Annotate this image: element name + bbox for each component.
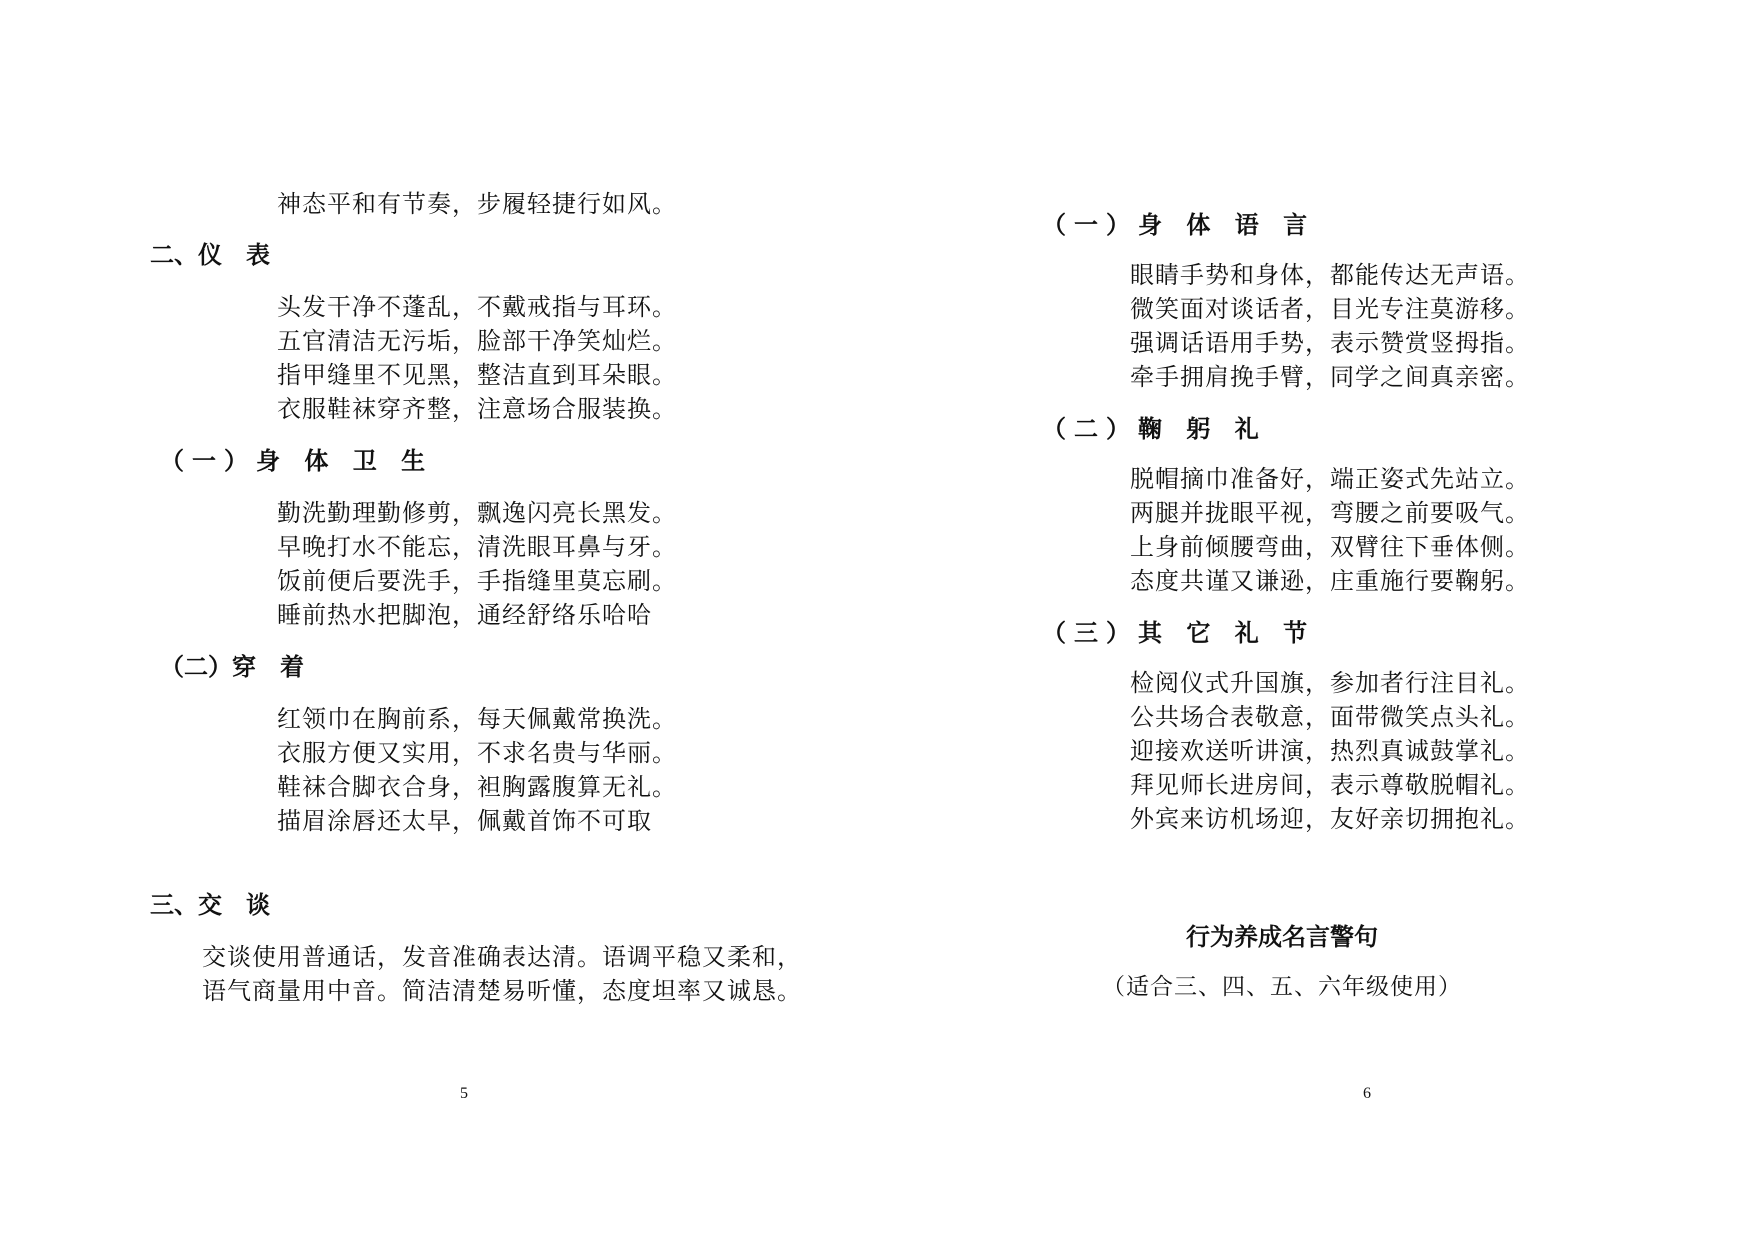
subsection-heading-bow: （二）鞠 躬 礼 [1042, 414, 1267, 443]
verse-line: 脱帽摘巾准备好，端正姿式先站立。 [1130, 465, 1530, 493]
subsection-heading-hygiene: （一）身 体 卫 生 [160, 446, 434, 475]
verse-line: 外宾来访机场迎，友好亲切拥抱礼。 [1130, 805, 1530, 833]
collection-subtitle: （适合三、四、五、六年级使用） [1102, 974, 1462, 1000]
verse-line: 鞋袜合脚衣合身，袒胸露腹算无礼。 [277, 773, 677, 801]
verse-line: 早晚打水不能忘，清洗眼耳鼻与牙。 [277, 533, 677, 561]
verse-line: 态度共谨又谦逊，庄重施行要鞠躬。 [1130, 567, 1530, 595]
verse-line: 红领巾在胸前系，每天佩戴常换洗。 [277, 705, 677, 733]
verse-line: 描眉涂唇还太早，佩戴首饰不可取 [277, 807, 652, 835]
verse-line: 睡前热水把脚泡，通经舒络乐哈哈 [277, 601, 652, 629]
verse-line: 衣服鞋袜穿齐整，注意场合服装换。 [277, 395, 677, 423]
section-heading-conversation: 三、交 谈 [150, 890, 270, 919]
verse-line: 神态平和有节奏，步履轻捷行如风。 [277, 190, 677, 218]
verse-line: 微笑面对谈话者，目光专注莫游移。 [1130, 295, 1530, 323]
verse-line: 检阅仪式升国旗，参加者行注目礼。 [1130, 669, 1530, 697]
verse-line: 迎接欢送听讲演，热烈真诚鼓掌礼。 [1130, 737, 1530, 765]
verse-line: 头发干净不蓬乱，不戴戒指与耳环。 [277, 293, 677, 321]
paragraph-line: 语气商量用中音。简洁清楚易听懂，态度坦率又诚恳。 [202, 977, 802, 1005]
collection-title: 行为养成名言警句 [1186, 922, 1378, 951]
subsection-heading-other-etiquette: （三）其 它 礼 节 [1042, 618, 1316, 647]
page-number: 6 [1363, 1085, 1371, 1102]
verse-line: 公共场合表敬意，面带微笑点头礼。 [1130, 703, 1530, 731]
section-heading-appearance: 二、仪 表 [150, 240, 270, 269]
subsection-heading-body-language: （一）身 体 语 言 [1042, 210, 1316, 239]
subsection-heading-clothing: （二）穿 着 [160, 652, 304, 681]
paragraph-line: 交谈使用普通话，发音准确表达清。语调平稳又柔和， [202, 943, 802, 971]
right-page [877, 0, 1754, 1241]
verse-line: 两腿并拢眼平视，弯腰之前要吸气。 [1130, 499, 1530, 527]
verse-line: 衣服方便又实用，不求名贵与华丽。 [277, 739, 677, 767]
page-number: 5 [460, 1085, 468, 1102]
verse-line: 强调话语用手势，表示赞赏竖拇指。 [1130, 329, 1530, 357]
verse-line: 上身前倾腰弯曲，双臂往下垂体侧。 [1130, 533, 1530, 561]
verse-line: 眼睛手势和身体，都能传达无声语。 [1130, 261, 1530, 289]
verse-line: 拜见师长进房间，表示尊敬脱帽礼。 [1130, 771, 1530, 799]
verse-line: 勤洗勤理勤修剪，飘逸闪亮长黑发。 [277, 499, 677, 527]
verse-line: 牵手拥肩挽手臂，同学之间真亲密。 [1130, 363, 1530, 391]
verse-line: 饭前便后要洗手，手指缝里莫忘刷。 [277, 567, 677, 595]
verse-line: 五官清洁无污垢，脸部干净笑灿烂。 [277, 327, 677, 355]
verse-line: 指甲缝里不见黑，整洁直到耳朵眼。 [277, 361, 677, 389]
